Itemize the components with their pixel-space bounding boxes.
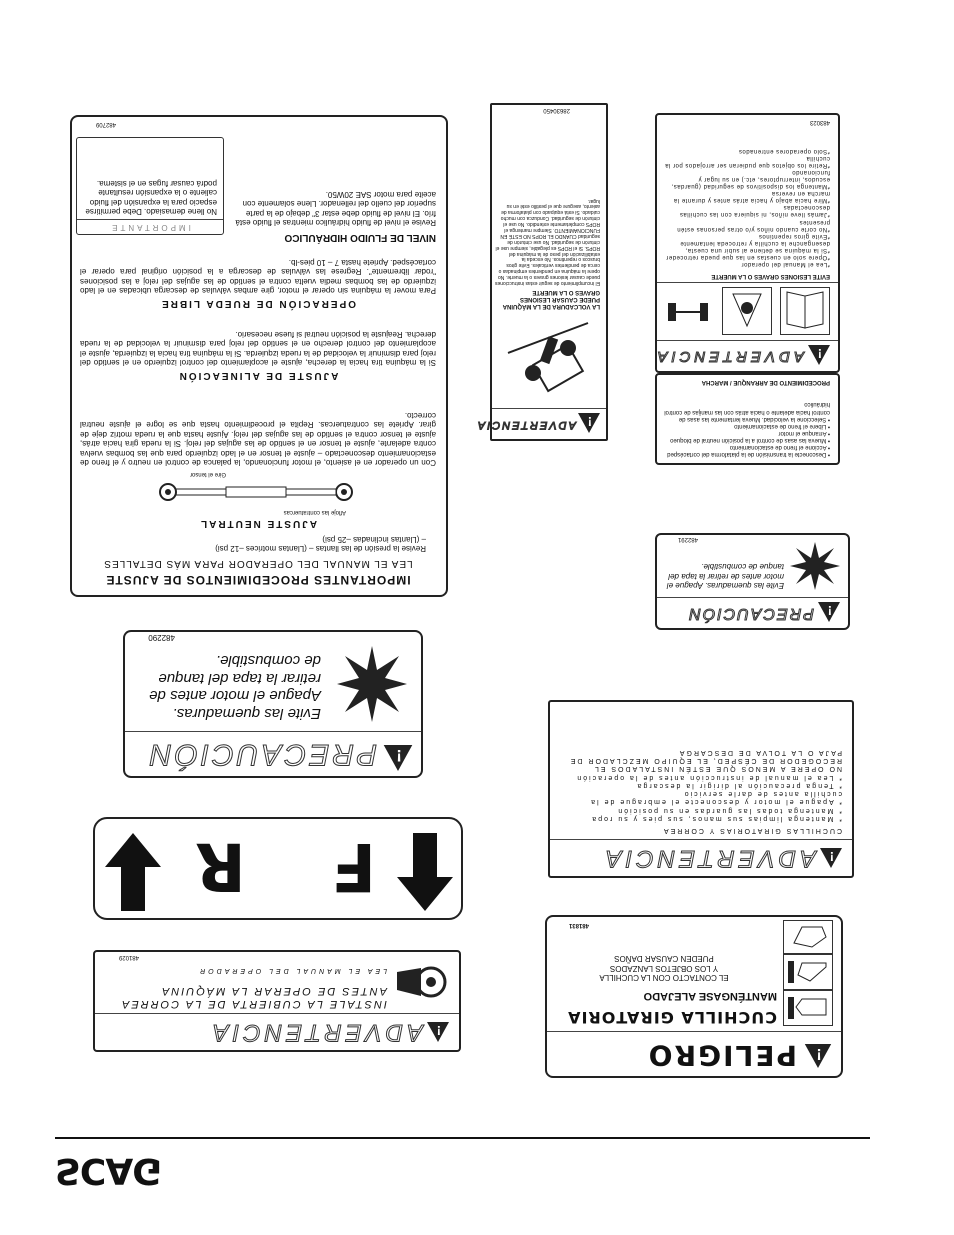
important-head: IMPORTANTE (109, 223, 191, 232)
arrow-up-icon (105, 833, 161, 911)
adjust-header: IMPORTANTES PROCEDIMIENTOS DE AJUSTE (105, 573, 411, 587)
free-title: OPERACIÓN DE RUEDA LIBRE (160, 298, 356, 309)
danger-text: EL CONTACTO CON LA CUCHILLA Y LOS OBJETOS LANZADOS PUEDEN CAUSAR DAÑOS (599, 954, 729, 982)
blades-warn-title: CUCHILLAS GIRATORIAS Y CORREA (661, 827, 842, 834)
operator-warn-text: *Lea el Manual del operador *Opere solo en cuestas en las que pueda retroceder *Si la máquina se detiene al subir una cuesta, desenganche la cuchilla y retroceda lentamente *Evite giros repentinos *No corte cuando niños y/o otras personas estén presentes *Jamás lleve niños, ni siquiera con las cuchillas desconectadas *Mire hacia abajo y hacia atrás antes y durante la marcha en reversa *Mantenga los dispositivos de seguridad (guardas, escudos, interruptores, etc.) en su lugar y funcionando *Retire los objetos que pudieran ser arrojados por la cuchilla *Solo operadores entrenados (664, 147, 830, 267)
rollover-warning-decal (475, 103, 608, 441)
warning-triangle-icon (818, 602, 840, 622)
arrow-down-icon (397, 833, 453, 911)
danger-title: CUCHILLA GIRATORIA (567, 1008, 777, 1027)
startup-text: • Desconecte la transmisión de la plataforma del cortacésped • Accione el freno de estacionamiento • Mueva las asas de control a la posición neutral de bloqueo • Arranque el motor • Libere el freno de estacionamiento • Seleccione la velocidad. Mueva lentamente las asas de control hacia adelante o hacia atrás con las manijas de control hidráulico (664, 401, 830, 457)
rollover-icon (508, 313, 588, 403)
warning-triangle-icon (384, 745, 413, 771)
neutral-control-icon (662, 289, 714, 335)
danger-subtitle: MANTÉNGASE ALEJADO (643, 990, 777, 1002)
blades-warning-decal (548, 700, 854, 878)
hyd-text: Revise el nivel de fluido hidráulico mientras el fluido está frío. El nivel de fluido debe estar 3" debajo de la parte superior del cuello del rellenador. Llene solamente con aceite para motor SAE 20W50. (233, 189, 436, 227)
warning-triangle-icon (805, 1044, 831, 1068)
align-title: AJUSTE DE ALINEACIÓN (177, 370, 339, 381)
startup-procedure-decal (655, 373, 840, 465)
rollover-title: LA VOLCADURA DE LA MÁQUINA PUEDE CAUSAR LESIONES GRAVES O LA MUERTE (501, 288, 600, 309)
belt-warn-head: ADVERTENCIA (208, 1019, 423, 1046)
label-turn: Gire el tensor (189, 471, 226, 477)
forward-letter: F (331, 828, 377, 905)
caution-small-decal (655, 533, 850, 630)
manual-icon (780, 287, 830, 335)
danger-head: PELIGRO (646, 1039, 797, 1072)
align-text: Si la máquina tira hacia la derecha, ajuste el acoplamiento del control izquierdo en el sentido del reloj para disminuir la velocidad de la rueda izquierda. Si la máquina tira hacia la izquierda, ajuste el acoplamiento del control derecho en el sentido del reloj para disminuir la velocidad de la rueda derecha. Reajuste la posición neutral si fuese necesario. (77, 329, 436, 367)
belt-warn-text: INSTALE LA CUBIERTA DE LA CORREA ANTES DE OPERAR LA MÁQUINA (120, 985, 387, 1010)
hyd-title: NIVEL DE FLUIDO HIDRÁULICO (284, 232, 436, 243)
caution-big-text: Evite las quemaduras. Apague el motor antes de retirar la tapa del tanque de combustible. (149, 651, 321, 722)
operator-warning-decal (655, 113, 840, 373)
belt-entanglement-icon (395, 956, 451, 1008)
forward-reverse-decal (93, 817, 463, 920)
label-loosen: Afloje las contratuercas (283, 509, 346, 515)
operator-warn-head: ADVERTENCIA (653, 348, 804, 365)
flame-burst-icon (790, 540, 840, 592)
foot-blade-icon (783, 954, 833, 990)
warning-triangle-icon (808, 345, 830, 365)
adjust-part-number: 482709 (95, 121, 116, 127)
caution-big-head: PRECAUCIÓN (146, 738, 377, 771)
danger-part: 481831 (568, 922, 589, 928)
blades-warn-head: ADVERTENCIA (601, 845, 816, 872)
belt-warning-decal (93, 950, 461, 1052)
caution-small-part: 482291 (677, 536, 698, 542)
adjustment-procedures-decal (70, 115, 448, 597)
caution-big-part: 482290 (148, 633, 175, 642)
hand-blade-icon (783, 990, 833, 1026)
important-box (76, 137, 224, 235)
warning-triangle-icon (820, 848, 842, 868)
startup-title: PROCEDIMIENTO DE ARRANQUE / MARCHA (701, 379, 830, 385)
hand-cut-icon (783, 920, 833, 954)
rollover-text: El incumplimiento de seguir estas instrucciones puede causar lesiones graves o la muerte. No opere la máquina en pendientes empinadas o cerca de pendientes verticales. Evite giros bruscos o repentinos. No exceda la estabilización del peso de la máquina del ROPS. Si el ROPS es plegable, siempre use el cinturón de seguridad. No use cinturón de seguridad CUANDO EL ROPS NO ESTÉ EN FUNCIONAMIENTO. Siempre mantenga el ROPS completamente extendido. No use el cinturón de seguridad. Conduzca con mucho cuidado. Si está equipado con plataforma de asiento, asegure que el pestillo esté en su lugar. (493, 197, 600, 286)
thrown-object-icon (722, 287, 772, 335)
adjust-subheader: LEA EL MANUAL DEL OPERADOR PARA MÁS DETALLES (103, 558, 413, 569)
reverse-letter: R (195, 828, 246, 905)
footer-rule (55, 1137, 870, 1139)
rollover-head: ADVERTENCIA (475, 419, 576, 431)
neutral-title: AJUSTE NEUTRAL (199, 518, 318, 529)
warning-triangle-icon (578, 413, 600, 433)
danger-decal (545, 915, 843, 1078)
warning-triangle-icon (427, 1022, 449, 1042)
belt-warn-sub: LEA EL MANUAL DEL OPERADOR (197, 967, 387, 974)
important-text: No llene demasiado. Debe permitirse espacio para la expansión del fluido caliente o la expansión resultante podrá causar fugas en el sistema. (83, 178, 217, 216)
turnbuckle-diagram (156, 479, 356, 505)
scag-logo: SCAG (55, 1150, 161, 1191)
operator-warn-part: 483023 (809, 119, 830, 125)
blades-warn-text: * Mantenga limpias sus manos, sus pies y su ropa * Mantenga todas las guardas en su posición * Apague el motor y desconecte el embrague de la cuchilla antes de darle servicio * Tenga precaución al dirigir la descarga * Lea el manual de instrucción antes de la operación NO OPERE A MENOS QUE ESTÉN INSTALADOS EL RECOGEDOR DE CÉSPED, EL EQUIPO MEZCLADOR DE PAJA O LA TOLVA DE DESCARGA (568, 749, 842, 822)
caution-big-decal (123, 630, 423, 778)
flame-burst-icon (337, 644, 407, 724)
caution-small-head: PRECAUCIÓN (687, 605, 814, 622)
rollover-part: 28630450 (543, 107, 570, 113)
free-text: Para mover la máquina sin operar el motor, gire ambas válvulas de descarga ubicadas en el lado izquierdo de las bombas media vuelta contra el sentido de las agujas del reloj a las posiciones "rodar libremente". Regrese las válvulas de descarga a la posición original para operar el cortacésped. Apriete hasta 7 – 10 pies-lb. (77, 257, 436, 295)
caution-small-text: Evite las quemaduras. Apague el motor antes de retirar la tapa del tanque de combustible. (664, 562, 784, 590)
neutral-text: Con un operador en el asiento, el motor funcionando, la palanca de control en neutro y el freno de estacionamiento desconectado – ajuste el tensor en el lado izquierdo para que las bombas vuelva contra adelante, ajuste el tensor en el sentido de las agujas del reloj. Si la rueda gira hacia atrás, ajuste el tensor contra el sentido de las agujas del reloj. Ajuste hasta que la rueda motriz deje de girar. Apriete las contratuercas. Repita el procedimiento hasta que se logre el ajuste neutral correcto. (77, 410, 436, 467)
operator-warn-title: EVITE LESIONES GRAVES O LA MUERTE (711, 273, 830, 279)
tire-pressure: Revise la presión de las llantas – (Llantas motrices –12 psi) – (Llantas inclinadas –25 psi) (215, 534, 426, 553)
belt-warn-part: 481029 (118, 954, 139, 960)
